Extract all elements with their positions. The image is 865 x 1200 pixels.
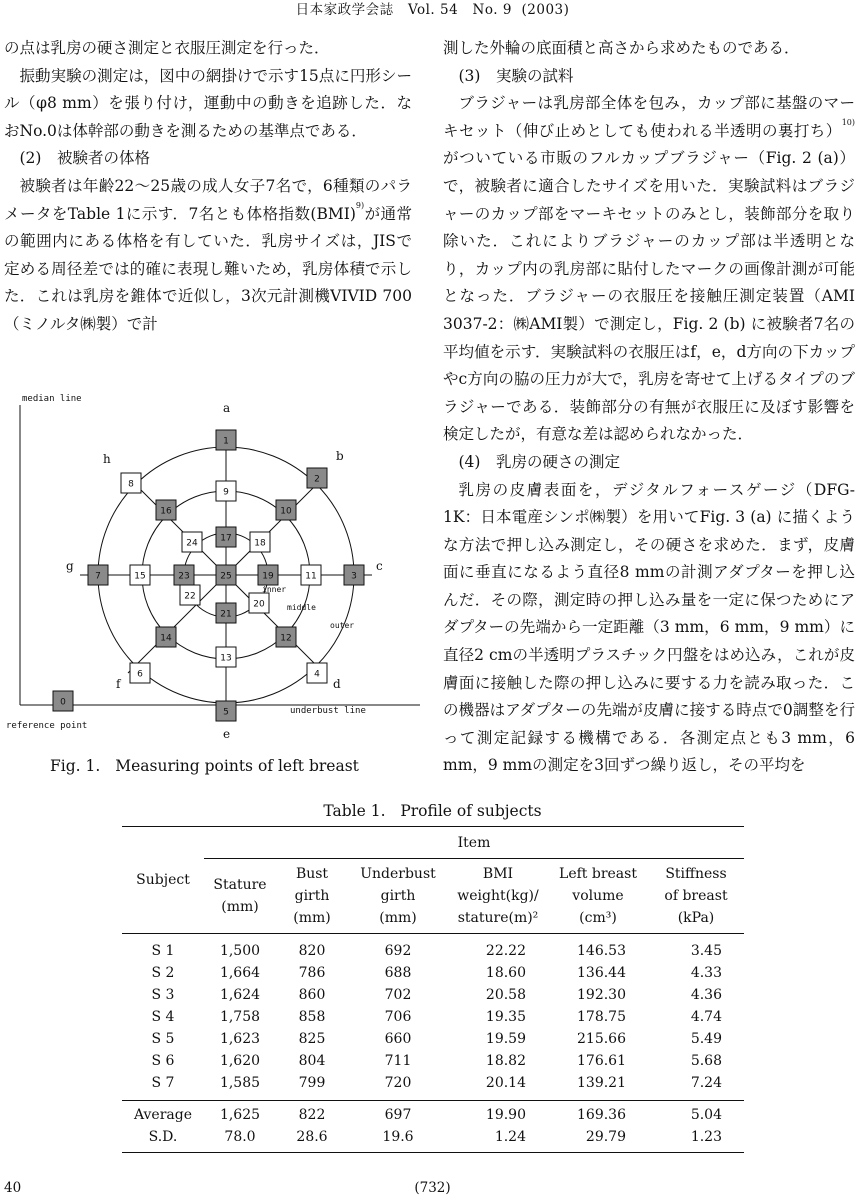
measuring-point-4: [307, 663, 327, 683]
table-cell: 804: [298, 1053, 326, 1069]
table-caption-label: Table 1.: [323, 802, 386, 820]
table-cell: 7.24: [690, 1075, 722, 1091]
table-cell: 1,500: [219, 943, 261, 959]
figure-caption-text: Measuring points of left breast: [115, 757, 359, 775]
table-cell: 19.59: [485, 1031, 526, 1047]
table-cell: 3.45: [690, 943, 722, 959]
measuring-point-6: [130, 663, 150, 683]
table-cell: 18.82: [485, 1053, 526, 1069]
paragraph: 測した外輪の底面積と高さから求めたものである．: [443, 39, 800, 57]
table-row: [122, 1050, 744, 1072]
table-cell: 176.61: [577, 1053, 626, 1069]
measuring-point-23: [174, 565, 194, 585]
table-caption-text: Profile of subjects: [400, 802, 542, 820]
measuring-point-13: [216, 647, 236, 667]
measuring-point-8: [121, 473, 141, 493]
measuring-point-17: [216, 527, 236, 547]
row-subject: S 2: [151, 965, 175, 981]
measuring-point-0: [53, 691, 73, 711]
point-number: 2: [314, 474, 320, 485]
reference-point-label: reference point: [6, 721, 88, 731]
table-cell: 697: [348, 1101, 448, 1127]
table-cell: 1,623: [219, 1031, 261, 1047]
table-row: [122, 1006, 744, 1028]
section-heading: (2) 被験者の体格: [19, 149, 150, 168]
measuring-point-3: [344, 565, 364, 585]
journal-number: No. 9: [472, 2, 512, 18]
column-header: Bust girth (mm): [293, 866, 331, 926]
measuring-point-14: [156, 627, 176, 647]
point-number: 25: [220, 571, 232, 582]
point-number: 12: [280, 633, 292, 644]
table-caption: [0, 800, 865, 822]
row-subject: S 4: [151, 1009, 175, 1025]
point-number: 21: [220, 609, 232, 620]
reference-mark: 9): [355, 200, 365, 210]
table-cell: 860: [298, 987, 326, 1003]
subject-header: Subject: [122, 827, 204, 934]
table-cell: 799: [298, 1075, 326, 1091]
point-number: 5: [223, 707, 229, 718]
paragraph: 被験者は年齢22～25歳の成人女子7名で，6種類のパラメータをTable 1に示す．7名とも体格指数(BMI)$^{9)}$が通常の範囲内にある体格を有していた．乳房サイズは，JISで定める周径差では的確に表現し難いため，乳房体積で示した．これは乳房を錐体で近似し，3次元計測機VIVID 700（ミノルタ㈱製）で計: [4, 176, 412, 333]
measuring-point-12: [276, 627, 296, 647]
table-cell: 136.44: [577, 965, 626, 981]
table-cell: 5.68: [690, 1053, 722, 1069]
point-number: 14: [160, 633, 172, 644]
measuring-point-5: [216, 701, 236, 721]
measuring-point-9: [216, 481, 236, 501]
point-number: 13: [220, 653, 232, 664]
table-row: [122, 1028, 744, 1050]
row-subject: Average: [122, 1101, 204, 1127]
journal-volume: Vol. 54: [407, 2, 459, 18]
table-cell: 706: [384, 1009, 412, 1025]
underbust-line-label: underbust line: [290, 706, 366, 716]
table-cell: 5.49: [690, 1031, 722, 1047]
row-subject: S.D.: [122, 1126, 204, 1153]
paragraph: 振動実験の測定は，図中の網掛けで示す15点に円形シール（φ8 mm）を張り付け，運動中の動きを追跡した．なおNo.0は体幹部の動きを測るための基準点である．: [4, 66, 412, 140]
table-cell: 20.58: [485, 987, 526, 1003]
point-number: 10: [280, 506, 292, 517]
section-heading: (3) 実験の試料: [458, 66, 574, 85]
table-cell: 692: [384, 943, 412, 959]
table-row: [122, 1126, 744, 1153]
measuring-point-18: [250, 532, 270, 552]
measuring-point-15: [130, 565, 150, 585]
table-cell: 822: [276, 1101, 348, 1127]
table-cell: 19.90: [448, 1101, 548, 1127]
direction-c: c: [376, 559, 383, 573]
table-cell: 29.79: [548, 1126, 648, 1153]
column-header: Left breast volume (cm³): [559, 866, 637, 926]
table-cell: 1,625: [204, 1101, 276, 1127]
direction-f: f: [116, 677, 121, 691]
table-cell: 178.75: [577, 1009, 626, 1025]
point-number: 11: [305, 571, 317, 582]
direction-a: a: [223, 401, 231, 415]
measuring-point-25: [216, 565, 236, 585]
column-header: Underbust girth (mm): [360, 866, 436, 926]
measuring-point-20: [249, 593, 269, 613]
figure-caption-label: Fig. 1.: [50, 757, 101, 775]
middle-label: middle: [287, 603, 316, 612]
measuring-point-1: [216, 430, 236, 450]
column-header: BMI weight(kg)/ stature(m)²: [457, 866, 539, 926]
table-cell: 215.66: [577, 1031, 626, 1047]
point-number: 3: [351, 571, 357, 582]
point-number: 1: [223, 436, 229, 447]
table-cell: 1.24: [448, 1126, 548, 1153]
measuring-point-21: [216, 603, 236, 623]
table-cell: 28.6: [276, 1126, 348, 1153]
left-column: [4, 35, 412, 339]
measuring-point-16: [156, 500, 176, 520]
table-cell: 20.14: [485, 1075, 526, 1091]
direction-h: h: [103, 452, 111, 466]
column-header: Stature (mm): [213, 877, 267, 915]
table-cell: 19.6: [348, 1126, 448, 1153]
measuring-point-22: [180, 585, 200, 605]
journal-name: 日本家政学会誌: [295, 2, 394, 18]
table-cell: 786: [298, 965, 326, 981]
table-row: [122, 1072, 744, 1101]
section-heading: (4) 乳房の硬さの測定: [458, 452, 620, 471]
reference-mark: 10): [841, 117, 855, 127]
measuring-point-19: [258, 565, 278, 585]
direction-g: g: [66, 559, 74, 573]
table-cell: 5.04: [648, 1101, 744, 1127]
measuring-point-10: [276, 500, 296, 520]
column-header: Stiffness of breast (kPa): [664, 866, 728, 926]
point-number: 6: [137, 669, 143, 680]
table-cell: 4.33: [690, 965, 722, 981]
paragraph: 乳房の皮膚表面を，デジタルフォースゲージ（DFG-1K：日本電産シンポ㈱製）を用いてFig. 3 (a) に描くような方法で押し込み測定し，その硬さを求めた．まず，皮膚面に垂直になるよう直径8 mmの計測アダプターを押し込んだ．その際，測定時の押し込み量を一定に保つためにアダプターの先端から一定距離（3 mm，6 mm，9 mm）に直径2 cmの半透明プラスチック円盤をはめ込み，これが皮膚面に接触した際の押し込みに要する力を読み取った．この機器はアダプターの先端が皮膚に接する時点で0調整を行って測定記録する機構である．各測定点とも3 mm，6 mm，9 mmの測定を3回ずつ繰り返し，その平均を: [443, 480, 855, 775]
table-cell: 4.74: [690, 1009, 722, 1025]
row-subject: S 7: [151, 1075, 175, 1091]
journal-year: (2003): [521, 2, 570, 18]
measuring-point-7: [88, 565, 108, 585]
point-number: 15: [134, 571, 146, 582]
point-number: 20: [253, 599, 265, 610]
table-cell: 139.21: [577, 1075, 626, 1091]
point-number: 18: [254, 538, 266, 549]
row-subject: S 6: [151, 1053, 175, 1069]
diagram: [0, 385, 425, 745]
item-header: Item: [204, 827, 744, 859]
table-row: [122, 934, 744, 963]
inner-label: inner: [262, 585, 287, 594]
median-line-label: median line: [22, 394, 82, 404]
page-number: 40: [4, 1180, 22, 1196]
table-cell: 720: [384, 1075, 412, 1091]
table-cell: 78.0: [204, 1126, 276, 1153]
table-cell: 858: [298, 1009, 326, 1025]
table-cell: 660: [384, 1031, 412, 1047]
table-row: [122, 962, 744, 984]
table-cell: 1,664: [219, 965, 261, 981]
point-number: 4: [314, 669, 320, 680]
table-cell: 825: [298, 1031, 326, 1047]
table-cell: 4.36: [690, 987, 722, 1003]
table-row: [122, 1101, 744, 1127]
point-number: 19: [262, 571, 274, 582]
point-number: 24: [186, 538, 198, 549]
point-number: 22: [184, 591, 196, 602]
point-number: 16: [160, 506, 172, 517]
table-cell: 192.30: [577, 987, 626, 1003]
point-number: 17: [220, 533, 232, 544]
point-number: 23: [178, 571, 190, 582]
table-cell: 1,624: [219, 987, 261, 1003]
table-cell: 169.36: [548, 1101, 648, 1127]
right-column: [443, 35, 855, 780]
table-cell: 711: [384, 1053, 412, 1069]
page-id: (732): [414, 1180, 451, 1196]
table-cell: 146.53: [577, 943, 626, 959]
measuring-point-24: [182, 532, 202, 552]
table-cell: 18.60: [485, 965, 526, 981]
table-cell: 19.35: [485, 1009, 526, 1025]
direction-b: b: [336, 449, 344, 463]
row-subject: S 3: [151, 987, 175, 1003]
point-number: 9: [223, 487, 229, 498]
direction-e: e: [223, 727, 231, 741]
profile-table: [122, 826, 744, 1153]
table-cell: 1,620: [219, 1053, 261, 1069]
paragraph: ブラジャーは乳房部全体を包み，カップ部に基盤のマーキセット（伸び止めとしても使われる半透明の裏打ち）$^{10)}$がついている市販のフルカップブラジャー（Fig. 2 (a)）で，被験者に適合したサイズを用いた．実験試料はブラジャーのカップ部をマーキセットのみとし，装飾部分を取り除いた．これによりブラジャーのカップ部は半透明となり，カップ内の乳房部に貼付したマークの画像計測が可能となった．ブラジャーの衣服圧を接触圧測定装置（AMI 3037-2：㈱AMI製）で測定し，Fig. 2 (b) に被験者7名の平均値を示す．実験試料の衣服圧はf，e，d方向の下カップやc方向の脇の圧力が大で，乳房を寄せて上げるタイプのブラジャーである．装飾部分の有無が衣服圧に及ぼす影響を検定したが，有意な差は認められなかった．: [443, 94, 855, 444]
table-cell: 820: [298, 943, 326, 959]
figure-measuring-points: [0, 385, 425, 745]
row-subject: S 5: [151, 1031, 175, 1047]
table-row: [122, 984, 744, 1006]
point-number: 8: [128, 479, 134, 490]
direction-d: d: [333, 677, 341, 691]
paragraph: の点は乳房の硬さ測定と衣服圧測定を行った．: [4, 39, 330, 57]
journal-header: [0, 0, 865, 20]
table-cell: 22.22: [485, 943, 526, 959]
outer-label: outer: [330, 621, 355, 630]
measuring-point-11: [301, 565, 321, 585]
measuring-point-2: [307, 468, 327, 488]
table-cell: 688: [384, 965, 412, 981]
point-number: 7: [95, 571, 101, 582]
figure-caption: [50, 755, 359, 777]
table-cell: 1,585: [219, 1075, 261, 1091]
table-cell: 1,758: [219, 1009, 261, 1025]
point-number: 0: [60, 697, 66, 708]
table-cell: 702: [384, 987, 412, 1003]
table-cell: 1.23: [648, 1126, 744, 1153]
row-subject: S 1: [151, 943, 175, 959]
